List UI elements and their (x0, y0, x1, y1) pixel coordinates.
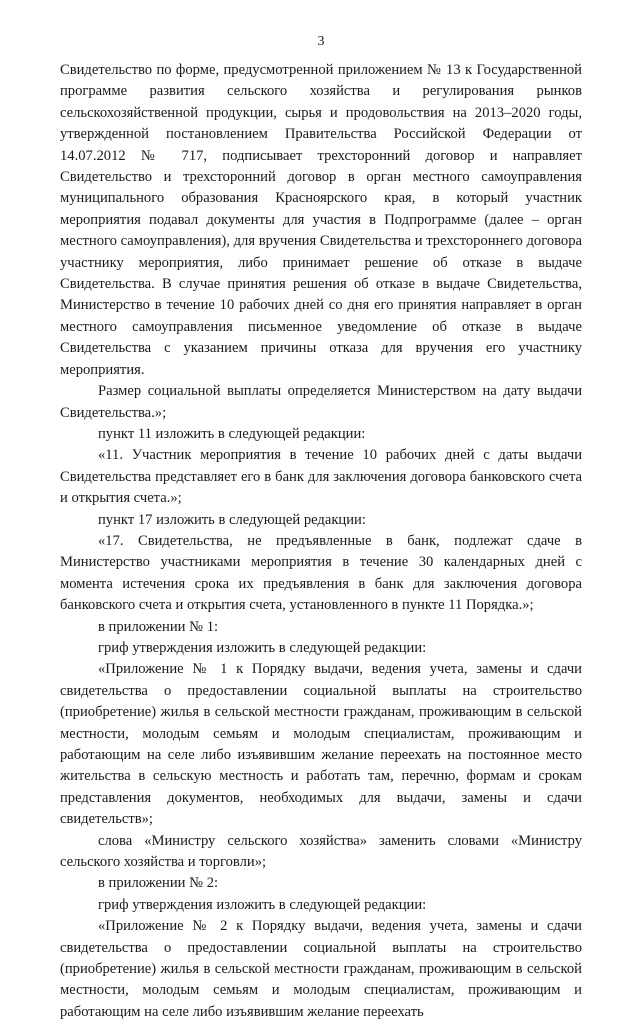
paragraph: «Приложение № 1 к Порядку выдачи, ведения учета, замены и сдачи свидетельства о предоставлении социальной выплаты на строительство (приобретение) жилья в сельской местности гражданам, проживающим в сельской местности, молодым семьям и молодым специалистам, проживающим и работающим на селе либо изъявившим желание переехать на постоянное место жительства в сельскую местность и работать там, перечню, формам и срокам представления документов, необходимых для выдачи, замены и сдачи свидетельств»; (60, 661, 582, 828)
paragraph: Размер социальной выплаты определяется Министерством на дату выдачи Свидетельства.»; (60, 383, 582, 421)
paragraph: пункт 11 изложить в следующей редакции: (98, 425, 366, 442)
paragraph: пункт 17 изложить в следующей редакции: (98, 511, 366, 528)
paragraph: слова «Министру сельского хозяйства» заменить словами «Министру сельского хозяйства и торговли»; (60, 832, 582, 871)
page-number: 3 (317, 34, 325, 49)
paragraph: в приложении № 2: (98, 875, 219, 892)
paragraph: «Приложение № 2 к Порядку выдачи, ведения учета, замены и сдачи свидетельства о предоставлении социальной выплаты на строительство (приобретение) жилья в сельской местности гражданам, проживающим в сельской местности, молодым семьям и молодым специалистам, проживающим и работающим на селе либо изъявившим желание переехать (60, 918, 582, 1020)
paragraph: «17. Свидетельства, не предъявленные в банк, подлежат сдаче в Министерство участниками мероприятия в течение 30 календарных дней с момента истечения срока их предъявления в банк для заключения договора банковского счета и открытия счета, установленного в пункте 11 Порядка.»; (60, 532, 582, 614)
document-body (60, 60, 582, 1023)
paragraph: Свидетельство по форме, предусмотренной приложением № 13 к Государственной программе развития сельского хозяйства и регулирования рынков сельскохозяйственной продукции, сырья и продовольствия на 2013–2020 годы, утвержденной постановлением Правительства Российской Федерации от 14.07.2012 № 717, подписывает трехсторонний договор и направляет Свидетельство и трехсторонний договор в орган местного самоуправления муниципального образования Красноярского края, в который участник мероприятия подавал документы для участия в Подпрограмме (далее – орган местного самоуправления), для вручения Свидетельства и трехстороннего договора участнику мероприятия, либо принимает решение об отказе в выдаче Свидетельства. В случае принятия решения об отказе в выдаче Свидетельства, Министерство в течение 10 рабочих дней со дня его принятия направляет в орган местного самоуправления письменное уведомление об отказе в выдаче Свидетельства с указанием причины отказа для вручения его участнику мероприятия. (60, 62, 582, 378)
paragraph: «11. Участник мероприятия в течение 10 рабочих дней с даты выдачи Свидетельства представляет его в банк для заключения договора банковского счета и открытия счета.»; (60, 447, 582, 507)
paragraph: гриф утверждения изложить в следующей редакции: (98, 896, 427, 913)
paragraph: гриф утверждения изложить в следующей редакции: (98, 639, 427, 656)
paragraph: в приложении № 1: (98, 618, 219, 635)
